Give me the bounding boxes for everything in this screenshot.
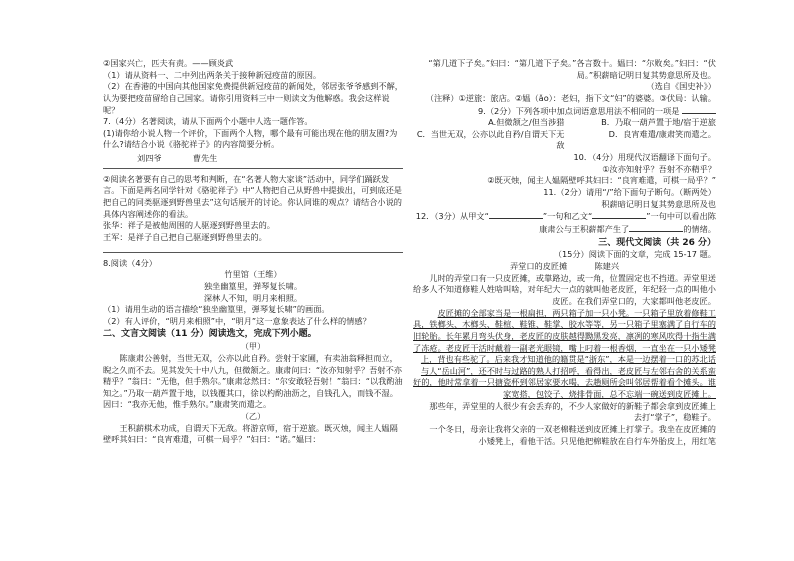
question-10-2: ②既灭烛，闻主人媪隔壁呼其妇曰：“良宵难遣，可棋一局乎？” xyxy=(487,175,716,186)
question-8: 8.阅读（4分） xyxy=(103,257,157,268)
question-8-1: （1）请用生动的语言描绘“独坐幽篁里，弹琴复长啸”的画面。 xyxy=(103,304,330,315)
passage-yi-continued: “第几道下子矣。”妇曰：“第几道下子矣。”各言数十。媪曰：“尔败矣。”妇曰：“伏局。”积薪暗记明日复其势意思所及也。 xyxy=(428,58,716,80)
question-10: 10．（4分）用现代汉语翻译下面句子。 xyxy=(573,152,716,163)
left-column xyxy=(103,58,403,558)
answer-blank[interactable] xyxy=(629,223,683,232)
question-9-options-row-2 xyxy=(413,129,716,152)
divider xyxy=(103,252,403,253)
article-title: 弄堂口的皮匠摊 陈建兴 xyxy=(509,261,620,272)
question-7: 7.（4分）名著阅读，请从下面两个小题中人选一题作答。 xyxy=(103,116,313,127)
question-6-1: （1）请从资料一、二中列出两条关于接种新冠疫苗的原因。 xyxy=(103,69,322,80)
answer-blank[interactable] xyxy=(592,210,646,219)
question-7-1: (1)请你给小说人物一个评价，下面两个人物，哪个最有可能出现在他的朋友圈?为什么?请结合小说《骆驼祥子》的内容简要分析。 xyxy=(103,127,398,150)
option-d: D．良宵难遣/康肃笑而遣之。 xyxy=(608,128,716,139)
section-two-heading: 二、文言文阅读（11 分）阅读选文，完成下列小题。 xyxy=(103,329,317,340)
answer-blank[interactable] xyxy=(489,210,543,219)
option-b: B．乃取一葫芦置于地/宿于逆旅 xyxy=(601,117,716,128)
poem-title: 竹里馆（王维） xyxy=(224,269,282,280)
question-6-2: （2）在香港的中国向其他国家免费提供新冠疫苗的新闻处，邻居张爷爷感到不解，认为要把疫苗留给自己国家。请你引用资料三中一则读文为他解惑。我会这样说呢？ xyxy=(103,81,403,115)
article-para-1: 儿时的弄堂口有一只皮匠摊，或靠路边，或一角，位置固定也不挡道。弄堂里送给多人不知道修鞋人姓啥叫啥，对年纪大一点的就叫他老皮匠，年纪轻一点的叫他小皮匠。在我们弄堂口的，大家都叫他老皮匠。 xyxy=(413,272,716,306)
article-author: 陈建兴 xyxy=(594,261,620,272)
question-12: 12．（3分）从甲文“ ”一句和乙文“ ”一句中可以看出陈康肃公与王积薪都产生了 的情绪。 xyxy=(415,211,716,234)
question-10-1: ①汝亦知射乎？吾射不亦精乎？ xyxy=(602,163,716,174)
reading-instruction: （15分）阅读下面的文章，完成 15-17 题。 xyxy=(553,249,716,260)
article-para-3: 那些年，弄堂里的人很少有会丢弃的，不少人家做好的新鞋子都会拿到皮匠摊上去打“掌子”，稳鞋子。 xyxy=(429,400,716,423)
option-c: C．当世无双，公亦以此自矜/自谓天下无敌 xyxy=(416,128,565,151)
passage-yi: 王积薪棋术功成，自谓天下无敌。将游京师，宿于逆旅。既灭烛，闻主人媪隔壁呼其妇曰：“良宵难遣，可棋一局乎？”妇曰：“诺。”媪曰： xyxy=(103,422,398,445)
view-zhanghua: 张华：祥子是被他周围的人驱逐到野兽里去的。 xyxy=(103,220,275,231)
question-7-2: ②阅读名著要有自己的思考和判断，在“名著人物大家谈”活动中，同学们踊跃发言。下面是两名同学针对《骆驼祥子》中“人物把自己从野兽中提拔出，可到底还是把自己的同类驱逐到野兽里去”这句话展开的讨论。你认同谁的观点？请结合小说的具体内容阐述你的看法。 xyxy=(103,173,402,219)
question-9: 9.（2分）下列各项中加点词语意思用法不相同的一项是 xyxy=(413,105,716,118)
article-para-2: 皮匠摊的全部家当是一根扁担，两只箱子加一只小凳。一只箱子里放着修鞋工具，铁榔头、木榔头、鞋楦、鞋锥、鞋掌、胶水等等，另一只箱子里塞满了自行车的旧轮胎。长年累月弯头伏身，老皮匠的皮肤越得黝黑发亮，凛冽的寒风吹得十指生满了冻疮。老皮匠干活时戴着一副老光眼镜，嘴上叼着一根香烟，一直坐在一只小矮凳上，背也有些驼了。后来我才知道他的籍贯是“浙东”，本是一边摆着一口的苏北话与人“岳山河”，还不时与过路的熟人打招呼，看得出，老皮匠与左邻右舍的关系蛮好的，他时常拿着一只搪瓷杯到邻居家要水喝，去趟厕所会叫邻居帮着看个摊头。谁家宽搭，包饺子、烧排骨面，总不忘端一碗送到皮匠摊上。 xyxy=(413,307,716,400)
poem-line-1: 独坐幽篁里，弹琴复长啸。 xyxy=(203,280,303,291)
poem-line-2: 深林人不知，明月来相照。 xyxy=(203,292,303,303)
divider xyxy=(103,168,403,169)
character-options xyxy=(103,153,403,165)
right-column xyxy=(413,58,716,558)
passage-jia-label: （甲） xyxy=(240,341,266,352)
passage-jia: 陈康肃公善射，当世无双，公亦以此自矜。尝射于家圃，有卖油翁释担而立，睨之久而不去。见其发矢十中八九，但微颔之。康肃问曰：“汝亦知射乎？吾射不亦精乎？”翁曰：“无他，但手熟尔。”康肃忿然曰：“尔安敢轻吾射！”翁曰：“以我酌油知之。”乃取一葫芦置于地，以钱覆其口，徐以杓酌油沥之，自钱孔入，而钱不湿。因曰：“我亦无他，惟手熟尔。”康肃笑而遣之。 xyxy=(103,352,403,410)
view-wangjun: 王军：是祥子自己把自己驱逐到野兽里去的。 xyxy=(103,231,267,242)
question-11: 11.（2分）请用“/”给下面句子断句。（断两处） xyxy=(543,187,716,198)
option-a: A.但微颔之/但当涉猎 xyxy=(488,117,565,128)
question-9-options-row-1 xyxy=(413,117,716,129)
section-three-heading: 三、现代文阅读（共 26 分） xyxy=(598,237,716,248)
annotations: （注释）①逆旅：旅店。②媪（ǎo）：老妇，指下文“妇”的婆婆。③伏局：认输。 xyxy=(425,92,716,103)
character-cao: 曹先生 xyxy=(192,153,218,164)
question-11-sentence: 积薪暗记明日复其势意思所及也 xyxy=(601,198,716,209)
answer-blank[interactable] xyxy=(682,105,716,114)
passage-source: （选自《国史补》） xyxy=(646,81,716,92)
quote-line: ②国家兴亡，匹夫有责。——顾炎武 xyxy=(103,58,234,68)
question-8-2: （2）有人评价，“明月来相照”中，“明月”这一意象表达了什么样的情感？ xyxy=(103,315,371,326)
article-para-4: 一个冬日，母亲让我将父亲的一双老棉鞋送到皮匠摊上打掌子。我坐在皮匠摊的小矮凳上，看他干活。只见他把棉鞋放在自行车外胎皮上，用红笔 xyxy=(429,423,716,446)
passage-yi-label: （乙） xyxy=(240,411,266,422)
character-liu: 刘四爷 xyxy=(137,153,162,164)
